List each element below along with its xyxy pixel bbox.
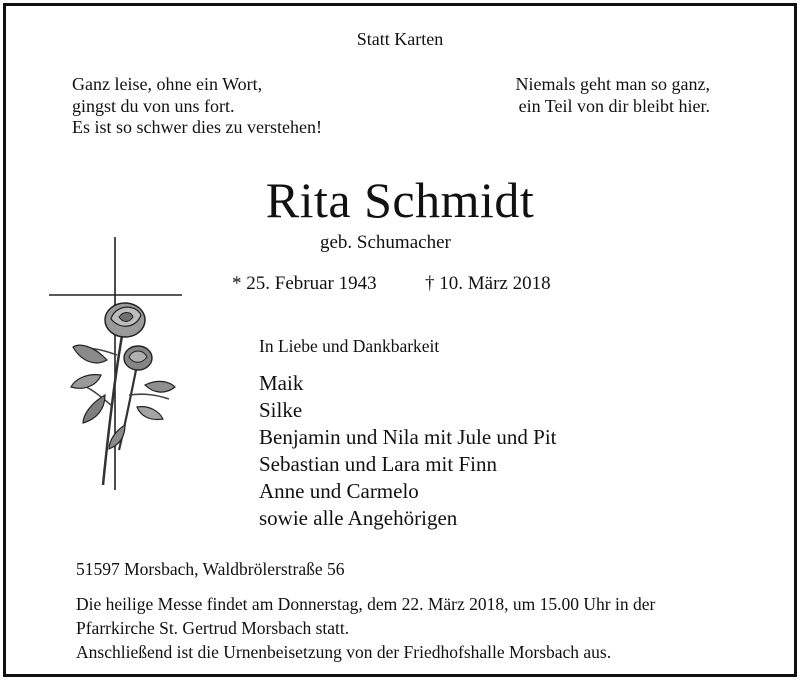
service-line: Die heilige Messe findet am Donnerstag, dem 22. März 2018, um 15.00 Uhr in der (76, 594, 656, 614)
poem-left-line: Es ist so schwer dies zu verstehen! (72, 117, 322, 137)
list-item: Sebastian und Lara mit Finn (259, 452, 497, 476)
poem-right (516, 74, 710, 117)
maiden-name: geb. Schumacher (320, 232, 451, 253)
birth-date: * 25. Februar 1943 (232, 273, 377, 294)
poem-left-line: Ganz leise, ohne ein Wort, (72, 74, 263, 94)
address: 51597 Morsbach, Waldbrölerstraße 56 (76, 559, 345, 579)
mourners-intro: In Liebe und Dankbarkeit (259, 336, 440, 356)
poem-right-line: Niemals geht man so ganz, (515, 74, 710, 94)
service-line: Anschließend ist die Urnenbeisetzung von der Friedhofshalle Morsbach aus. (76, 642, 612, 662)
mourners-list (259, 370, 557, 532)
poem-left (72, 74, 322, 139)
roses-icon (71, 303, 175, 485)
list-item: Silke (259, 398, 303, 422)
list-item: Maik (259, 371, 304, 395)
list-item: sowie alle Angehörigen (259, 506, 458, 530)
deceased-name: Rita Schmidt (265, 172, 535, 228)
list-item: Anne und Carmelo (259, 479, 419, 503)
statt-karten-header: Statt Karten (356, 29, 444, 49)
cross-with-roses-image (45, 235, 190, 495)
death-date: † 10. März 2018 (425, 273, 551, 294)
cross-icon (49, 237, 182, 490)
poem-right-line: ein Teil von dir bleibt hier. (518, 95, 710, 116)
service-line: Pfarrkirche St. Gertrud Morsbach statt. (76, 618, 350, 638)
list-item: Benjamin und Nila mit Jule und Pit (259, 425, 557, 449)
service-info (76, 592, 655, 664)
poem-left-line: gingst du von uns fort. (72, 95, 235, 116)
